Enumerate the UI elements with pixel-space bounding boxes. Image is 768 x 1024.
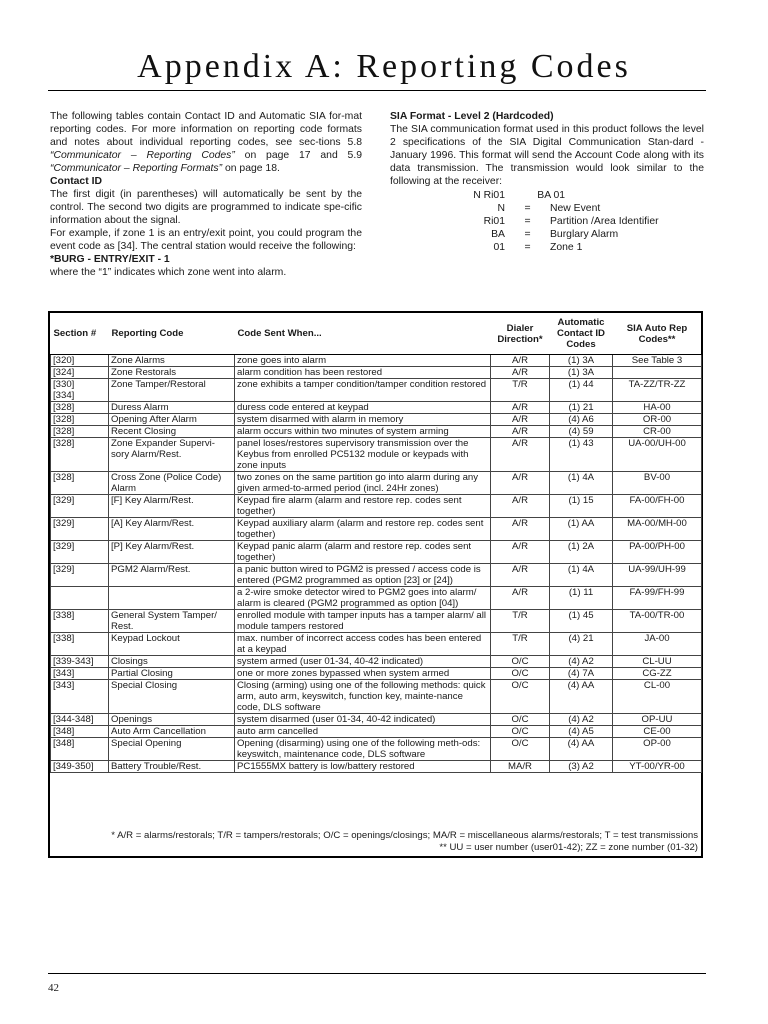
sia-example-row [390, 228, 704, 241]
cell-contact-id-code: (3) A2 [550, 761, 613, 773]
table-row [51, 379, 702, 402]
cell-sia-code: MA-00/MH-00 [613, 518, 702, 541]
intro-text-b: on page 17 and 5.9 [234, 150, 362, 161]
cell-contact-id-code: (1) 4A [550, 564, 613, 587]
table-row [51, 587, 702, 610]
cell-section: [328] [51, 426, 109, 438]
cell-sia-code: YT-00/YR-00 [613, 761, 702, 773]
cell-code-sent-when: PC1555MX battery is low/battery restored [235, 761, 491, 773]
table-row [51, 541, 702, 564]
cell-sia-code: OP-UU [613, 714, 702, 726]
cell-code-sent-when: duress code entered at keypad [235, 402, 491, 414]
cell-dialer-direction: A/R [491, 367, 550, 379]
table-row [51, 738, 702, 761]
cell-contact-id-code: (4) A2 [550, 656, 613, 668]
cell-code-sent-when: Keypad panic alarm (alarm and restore rep. codes sent together) [235, 541, 491, 564]
cell-dialer-direction: A/R [491, 587, 550, 610]
cell-dialer-direction: A/R [491, 495, 550, 518]
cell-section: [320] [51, 355, 109, 367]
cell-sia-code: UA-00/UH-00 [613, 438, 702, 472]
cell-contact-id-code: (1) 2A [550, 541, 613, 564]
cell-reporting-code: Zone Expander Supervi-sory Alarm/Rest. [109, 438, 235, 472]
sia-example-meaning: New Event [550, 203, 601, 214]
cell-section: [329] [51, 541, 109, 564]
intro-paragraph [50, 110, 362, 175]
cell-section [51, 587, 109, 610]
cell-code-sent-when: Keypad auxiliary alarm (alarm and restore rep. codes sent together) [235, 518, 491, 541]
cell-reporting-code: Keypad Lockout [109, 633, 235, 656]
cell-contact-id-code: (1) 3A [550, 367, 613, 379]
sia-paragraph: The SIA communication format used in this product follows the level 2 specifications of the SIA Digital Communication Stan-dard - January 1996. This format will send the Account Code along with its data transmission. The transmission would look similar to the following at the receiver: [390, 124, 704, 187]
cell-section: [339-343] [51, 656, 109, 668]
cell-reporting-code: Cross Zone (Police Code) Alarm [109, 472, 235, 495]
cell-reporting-code: Closings [109, 656, 235, 668]
cell-code-sent-when: system armed (user 01-34, 40-42 indicated) [235, 656, 491, 668]
cell-code-sent-when: alarm condition has been restored [235, 367, 491, 379]
table-row [51, 680, 702, 714]
sia-example-header-b: BA 01 [537, 190, 565, 201]
cell-section: [330] [334] [51, 379, 109, 402]
sia-example-equals: = [524, 229, 531, 240]
cell-reporting-code: Opening After Alarm [109, 414, 235, 426]
contact-id-paragraph-1: The first digit (in parentheses) will automatically be sent by the control. The second two digits are programmed to indicate spe-cific information about the signal. [50, 189, 362, 226]
cell-code-sent-when: Closing (arming) using one of the following methods: quick arm, auto arm, keyswitch, function key, mainte-nance code, DLS software [235, 680, 491, 714]
page-title: Appendix A: Reporting Codes [137, 48, 631, 85]
footer-rule [48, 973, 706, 974]
cell-contact-id-code: (4) A2 [550, 714, 613, 726]
cell-section: [349-350] [51, 761, 109, 773]
cell-sia-code: PA-00/PH-00 [613, 541, 702, 564]
cell-code-sent-when: zone goes into alarm [235, 355, 491, 367]
cell-dialer-direction: O/C [491, 714, 550, 726]
cell-dialer-direction: A/R [491, 402, 550, 414]
cell-contact-id-code: (4) A5 [550, 726, 613, 738]
cell-contact-id-code: (1) 4A [550, 472, 613, 495]
cell-sia-code: See Table 3 [613, 355, 702, 367]
cell-contact-id-code: (4) AA [550, 680, 613, 714]
sia-example-code: N [497, 203, 505, 214]
cell-dialer-direction: A/R [491, 541, 550, 564]
table-row [51, 518, 702, 541]
reporting-codes-table [48, 311, 703, 829]
cell-dialer-direction: T/R [491, 379, 550, 402]
table-row [51, 495, 702, 518]
cell-reporting-code: PGM2 Alarm/Rest. [109, 564, 235, 587]
table-header-row [51, 313, 702, 355]
sia-example-meaning: Burglary Alarm [550, 229, 619, 240]
table-row [51, 564, 702, 587]
intro-ref-1: “Communicator – Reporting Codes” [50, 150, 235, 161]
sia-heading: SIA Format - Level 2 (Hardcoded) [390, 111, 554, 122]
table-row [51, 414, 702, 426]
table-row [51, 668, 702, 680]
cell-code-sent-when: one or more zones bypassed when system armed [235, 668, 491, 680]
sia-example-equals: = [524, 242, 531, 253]
cell-dialer-direction: O/C [491, 668, 550, 680]
header-dialer-direction: Dialer Direction* [491, 313, 550, 355]
cell-dialer-direction: O/C [491, 726, 550, 738]
cell-sia-code: OP-00 [613, 738, 702, 761]
cell-dialer-direction: MA/R [491, 761, 550, 773]
sia-example-header [390, 189, 704, 202]
cell-code-sent-when: alarm occurs within two minutes of system arming [235, 426, 491, 438]
cell-code-sent-when: a panic button wired to PGM2 is pressed / access code is entered (PGM2 programmed as option [23] or [24]) [235, 564, 491, 587]
cell-code-sent-when: zone exhibits a tamper condition/tamper condition restored [235, 379, 491, 402]
intro-ref-2: “Communicator – Reporting Formats” [50, 163, 223, 174]
cell-contact-id-code: (1) 21 [550, 402, 613, 414]
cell-dialer-direction: A/R [491, 426, 550, 438]
cell-code-sent-when: a 2-wire smoke detector wired to PGM2 goes into alarm/ alarm is cleared (PGM2 programmed as option [04]) [235, 587, 491, 610]
cell-sia-code: BV-00 [613, 472, 702, 495]
cell-dialer-direction: A/R [491, 564, 550, 587]
sia-example-row [390, 202, 704, 215]
cell-code-sent-when: system disarmed (user 01-34, 40-42 indicated) [235, 714, 491, 726]
intro-text-a: The following tables contain Contact ID and Automatic SIA for-mat reporting codes. For more information on reporting code formats and notes about individual reporting codes, see sec-tions 5.8 [50, 111, 362, 148]
cell-section: [328] [51, 402, 109, 414]
intro-text-c: on page 18. [222, 163, 280, 174]
cell-section: [343] [51, 668, 109, 680]
cell-dialer-direction: A/R [491, 518, 550, 541]
cell-section: [348] [51, 726, 109, 738]
cell-section: [324] [51, 367, 109, 379]
cell-sia-code: CL-00 [613, 680, 702, 714]
sia-example-equals: = [524, 216, 531, 227]
cell-sia-code: FA-00/FH-00 [613, 495, 702, 518]
contact-id-paragraph-3: where the “1” indicates which zone went into alarm. [50, 267, 287, 278]
cell-dialer-direction: A/R [491, 355, 550, 367]
cell-code-sent-when: system disarmed with alarm in memory [235, 414, 491, 426]
header-section: Section # [51, 313, 109, 355]
cell-contact-id-code: (4) AA [550, 738, 613, 761]
cell-reporting-code: [A] Key Alarm/Rest. [109, 518, 235, 541]
sia-example-meaning: Partition /Area Identifier [550, 216, 659, 227]
header-contact-id: Automatic Contact ID Codes [550, 313, 613, 355]
table-footnotes [48, 829, 703, 858]
cell-section: [329] [51, 495, 109, 518]
left-column [50, 110, 362, 279]
cell-contact-id-code: (4) A6 [550, 414, 613, 426]
sia-example-header-a: N Ri01 [473, 190, 505, 201]
table-row [51, 761, 702, 773]
cell-contact-id-code: (1) 11 [550, 587, 613, 610]
cell-sia-code: CE-00 [613, 726, 702, 738]
title-rule [48, 90, 706, 91]
header-reporting-code: Reporting Code [109, 313, 235, 355]
cell-dialer-direction: O/C [491, 680, 550, 714]
cell-dialer-direction: T/R [491, 633, 550, 656]
sia-example-code: BA [491, 229, 505, 240]
cell-sia-code: TA-ZZ/TR-ZZ [613, 379, 702, 402]
cell-section: [328] [51, 472, 109, 495]
cell-reporting-code: Zone Tamper/Restoral [109, 379, 235, 402]
table-row [51, 402, 702, 414]
sia-example-row [390, 241, 704, 254]
cell-contact-id-code: (4) 59 [550, 426, 613, 438]
cell-dialer-direction: A/R [491, 438, 550, 472]
table-row [51, 472, 702, 495]
cell-section: [348] [51, 738, 109, 761]
cell-section: [329] [51, 518, 109, 541]
cell-reporting-code: Special Opening [109, 738, 235, 761]
sia-example-code: 01 [493, 242, 505, 253]
cell-code-sent-when: two zones on the same partition go into alarm during any given armed-to-armed period (incl. 24Hr zones) [235, 472, 491, 495]
sia-example-code: Ri01 [483, 216, 505, 227]
cell-sia-code: CL-UU [613, 656, 702, 668]
cell-sia-code: UA-99/UH-99 [613, 564, 702, 587]
cell-contact-id-code: (1) 45 [550, 610, 613, 633]
cell-section: [328] [51, 438, 109, 472]
cell-contact-id-code: (1) AA [550, 518, 613, 541]
cell-sia-code: CR-00 [613, 426, 702, 438]
header-code-sent-when: Code Sent When... [235, 313, 491, 355]
cell-contact-id-code: (1) 43 [550, 438, 613, 472]
cell-code-sent-when: auto arm cancelled [235, 726, 491, 738]
table-row [51, 438, 702, 472]
cell-code-sent-when: panel loses/restores supervisory transmission over the Keybus from enrolled PC5132 module or keypads with zone inputs [235, 438, 491, 472]
table-row [51, 610, 702, 633]
table-row [51, 656, 702, 668]
cell-sia-code: JA-00 [613, 633, 702, 656]
cell-contact-id-code: (1) 44 [550, 379, 613, 402]
cell-reporting-code: Zone Restorals [109, 367, 235, 379]
cell-reporting-code: Recent Closing [109, 426, 235, 438]
cell-dialer-direction: A/R [491, 414, 550, 426]
cell-reporting-code: [F] Key Alarm/Rest. [109, 495, 235, 518]
cell-sia-code: CG-ZZ [613, 668, 702, 680]
cell-reporting-code: Openings [109, 714, 235, 726]
cell-reporting-code: Duress Alarm [109, 402, 235, 414]
sia-example-meaning: Zone 1 [550, 242, 583, 253]
footnote-1: * A/R = alarms/restorals; T/R = tampers/restorals; O/C = openings/closings; MA/R = miscellaneous alarms/restorals; T = test transmissions [111, 830, 698, 841]
cell-reporting-code: Zone Alarms [109, 355, 235, 367]
contact-id-example: *BURG - ENTRY/EXIT - 1 [50, 254, 170, 265]
table-row [51, 633, 702, 656]
cell-sia-code [613, 367, 702, 379]
cell-reporting-code: Partial Closing [109, 668, 235, 680]
cell-dialer-direction: A/R [491, 472, 550, 495]
cell-contact-id-code: (1) 15 [550, 495, 613, 518]
cell-section: [328] [51, 414, 109, 426]
cell-section: [343] [51, 680, 109, 714]
cell-section: [329] [51, 564, 109, 587]
contact-id-heading: Contact ID [50, 176, 102, 187]
sia-example-row [390, 215, 704, 228]
cell-sia-code: FA-99/FH-99 [613, 587, 702, 610]
header-sia-auto-rep: SIA Auto Rep Codes** [613, 313, 702, 355]
right-column [390, 110, 704, 254]
contact-id-paragraph-2: For example, if zone 1 is an entry/exit point, you could program the event code as [34]. The central station would receive the following: [50, 228, 362, 252]
cell-code-sent-when: enrolled module with tamper inputs has a tamper alarm/ all module tampers restored [235, 610, 491, 633]
cell-contact-id-code: (4) 21 [550, 633, 613, 656]
cell-section: [338] [51, 633, 109, 656]
cell-section: [344-348] [51, 714, 109, 726]
cell-code-sent-when: Opening (disarming) using one of the following meth-ods: keyswitch, maintenance code, DLS software [235, 738, 491, 761]
cell-section: [338] [51, 610, 109, 633]
cell-reporting-code: General System Tamper/ Rest. [109, 610, 235, 633]
cell-code-sent-when: max. number of incorrect access codes has been entered at a keypad [235, 633, 491, 656]
cell-dialer-direction: T/R [491, 610, 550, 633]
cell-contact-id-code: (4) 7A [550, 668, 613, 680]
table-row [51, 355, 702, 367]
footnote-2: ** UU = user number (user01-42); ZZ = zone number (01-32) [439, 842, 698, 853]
cell-contact-id-code: (1) 3A [550, 355, 613, 367]
cell-reporting-code: [P] Key Alarm/Rest. [109, 541, 235, 564]
cell-reporting-code: Auto Arm Cancellation [109, 726, 235, 738]
table-row [51, 714, 702, 726]
page-number: 42 [48, 982, 59, 994]
cell-reporting-code [109, 587, 235, 610]
table-row [51, 426, 702, 438]
cell-reporting-code: Battery Trouble/Rest. [109, 761, 235, 773]
cell-sia-code: TA-00/TR-00 [613, 610, 702, 633]
cell-sia-code: OR-00 [613, 414, 702, 426]
cell-sia-code: HA-00 [613, 402, 702, 414]
table-row [51, 367, 702, 379]
cell-dialer-direction: O/C [491, 738, 550, 761]
sia-example-equals: = [524, 203, 531, 214]
table-row [51, 726, 702, 738]
cell-dialer-direction: O/C [491, 656, 550, 668]
cell-reporting-code: Special Closing [109, 680, 235, 714]
sia-example [390, 189, 704, 254]
cell-code-sent-when: Keypad fire alarm (alarm and restore rep. codes sent together) [235, 495, 491, 518]
